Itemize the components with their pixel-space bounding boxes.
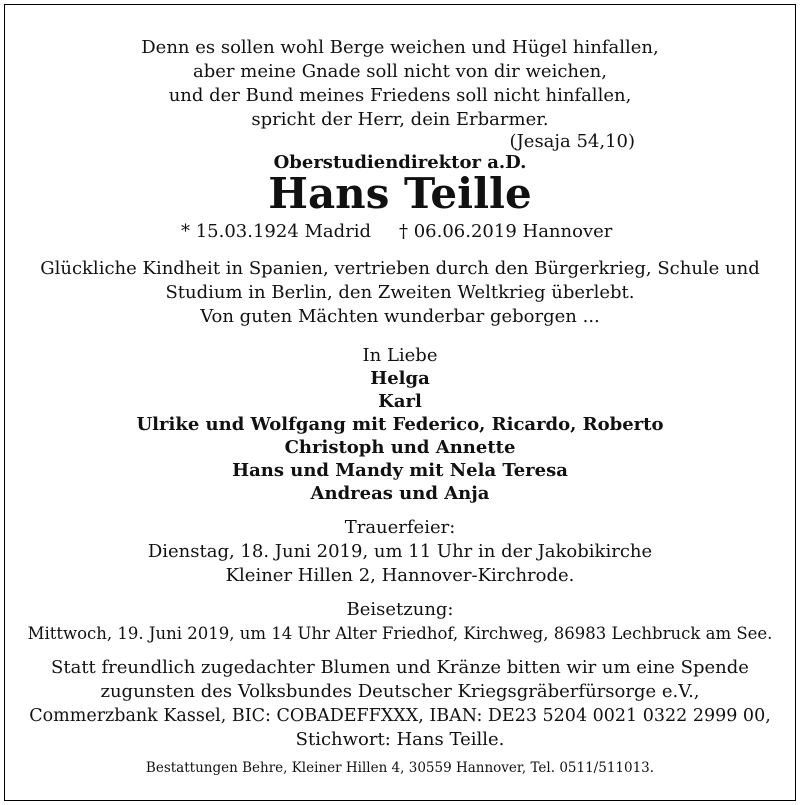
mourner-name: Helga	[370, 368, 430, 389]
donation-line: Stichwort: Hans Teille.	[295, 729, 505, 750]
bio-line: Glückliche Kindheit in Spanien, vertrieben durch den Bürgerkrieg, Schule und	[40, 258, 760, 279]
funeral-line: Kleiner Hillen 2, Hannover-Kirchrode.	[225, 565, 575, 586]
mourner-name: Ulrike und Wolfgang mit Federico, Ricardo, Roberto	[136, 414, 664, 435]
mourner-name: Karl	[378, 391, 422, 412]
donation-line: Commerzbank Kassel, BIC: COBADEFFXXX, IBAN: DE23 5204 0021 0322 2999 00,	[29, 706, 771, 726]
mourner-name: Andreas und Anja	[310, 483, 490, 504]
mourner-name: Hans und Mandy mit Nela Teresa	[232, 460, 568, 481]
burial-line: Mittwoch, 19. Juni 2019, um 14 Uhr Alter Friedhof, Kirchweg, 86983 Lechbruck am See.	[27, 624, 773, 643]
bio-line: Studium in Berlin, den Zweiten Weltkrieg überlebt.	[165, 282, 635, 303]
bio-line: Von guten Mächten wunderbar geborgen ...	[200, 306, 600, 327]
verse-line: spricht der Herr, dein Erbarmer.	[251, 109, 549, 130]
verse-line: Denn es sollen wohl Berge weichen und Hügel hinfallen,	[141, 37, 659, 58]
mourners-intro: In Liebe	[362, 345, 438, 366]
funeral-line: Dienstag, 18. Juni 2019, um 11 Uhr in der Jakobikirche	[147, 541, 653, 562]
obituary-notice	[4, 4, 796, 801]
deceased-name: Hans Teille	[268, 169, 532, 218]
death-date: † 06.06.2019 Hannover	[399, 221, 613, 242]
birth-date: * 15.03.1924 Madrid	[181, 221, 372, 242]
burial-label: Beisetzung:	[346, 599, 454, 620]
funeral-home-footer: Bestattungen Behre, Kleiner Hillen 4, 30559 Hannover, Tel. 0511/511013.	[145, 760, 655, 776]
verse-reference: (Jesaja 54,10)	[509, 131, 635, 152]
donation-line: zugunsten des Volksbundes Deutscher Kriegsgräberfürsorge e.V.,	[100, 681, 700, 702]
funeral-label: Trauerfeier:	[344, 517, 456, 538]
verse-line: aber meine Gnade soll nicht von dir weichen,	[193, 61, 607, 82]
verse-line: und der Bund meines Friedens soll nicht hinfallen,	[168, 85, 632, 106]
deceased-title: Oberstudiendirektor a.D.	[273, 152, 527, 173]
mourner-name: Christoph und Annette	[284, 437, 516, 458]
donation-line: Statt freundlich zugedachter Blumen und Kränze bitten wir um eine Spende	[51, 657, 749, 678]
